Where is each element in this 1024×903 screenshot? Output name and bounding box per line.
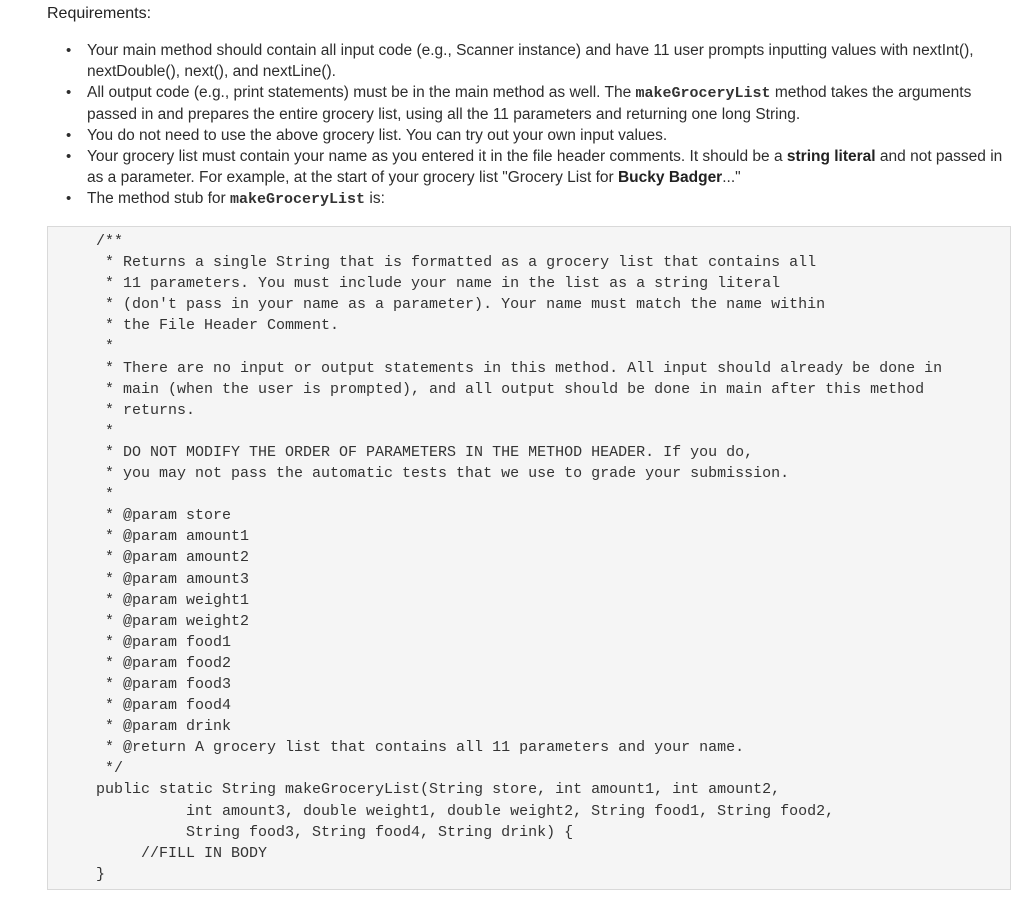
requirement-text: and not passed in as a parameter. For example, at the start of your grocery list "Grocery List for [87,148,1003,186]
requirement-item-stub [0,188,1010,210]
requirements-heading: Requirements: [47,5,152,22]
bullet-icon: • [66,190,72,207]
bullet-icon: • [66,148,72,165]
requirement-text: is: [365,190,385,207]
requirement-text: You do not need to use the above grocery list. You can try out your own input values. [87,127,668,144]
bullet-icon: • [66,42,72,59]
requirement-text: method takes the arguments passed in and prepares the entire grocery list, using all the 11 parameters and returning one long String. [87,84,972,123]
method-stub-code: /** * Returns a single String that is formatted as a grocery list that contains all * 11 parameters. You must include your name in the list as a string literal * (don't pass in your name as a parameter). Your name must match the name within * the File Header Comment. * * There are no input or output statements in this method. All input should already be done in * main (when the user is prompted), and all output should be done in main after this method * returns. * * DO NOT MODIFY THE ORDER OF PARAMETERS IN THE METHOD HEADER. If you do, * you may not pass the automatic tests that we use to grade your submission. * * @param store * @param amount1 * @param amount2 * @param amount3 * @param weight1 * @param weight2 * @param food1 * @param food2 * @param food3 * @param food4 * @param drink * @return A grocery list that contains all 11 parameters and your name. */ public static String makeGroceryList(String store, int amount1, int amount2, int amount3, double weight1, double weight2, String food1, String food2, String food3, String food4, String drink) { //FILL IN BODY } [96,233,943,883]
requirement-text: Your main method should contain all input code (e.g., Scanner instance) and have 11 user prompts inputting values with nextInt(), nextDouble(), next(), and nextLine(). [87,42,974,80]
requirement-item-input [0,40,1010,82]
method-name-code: makeGroceryList [635,85,771,102]
bullet-icon: • [66,84,72,101]
requirement-text: The method stub for [87,190,231,207]
code-block [47,226,1011,890]
requirement-text: Your grocery list must contain your name as you entered it in the file header comments. It should be a [87,148,787,165]
bullet-icon: • [66,127,72,144]
requirement-text: ..." [722,169,741,186]
requirement-item-values [0,125,1010,146]
requirement-item-name [0,146,1010,188]
requirements-list [0,40,1010,210]
requirement-text: All output code (e.g., print statements) must be in the main method as well. The [87,84,636,101]
method-name-code: makeGroceryList [230,191,366,208]
emphasis-text: Bucky Badger [617,169,723,186]
requirement-item-output [0,82,1010,125]
emphasis-text: string literal [786,148,876,165]
